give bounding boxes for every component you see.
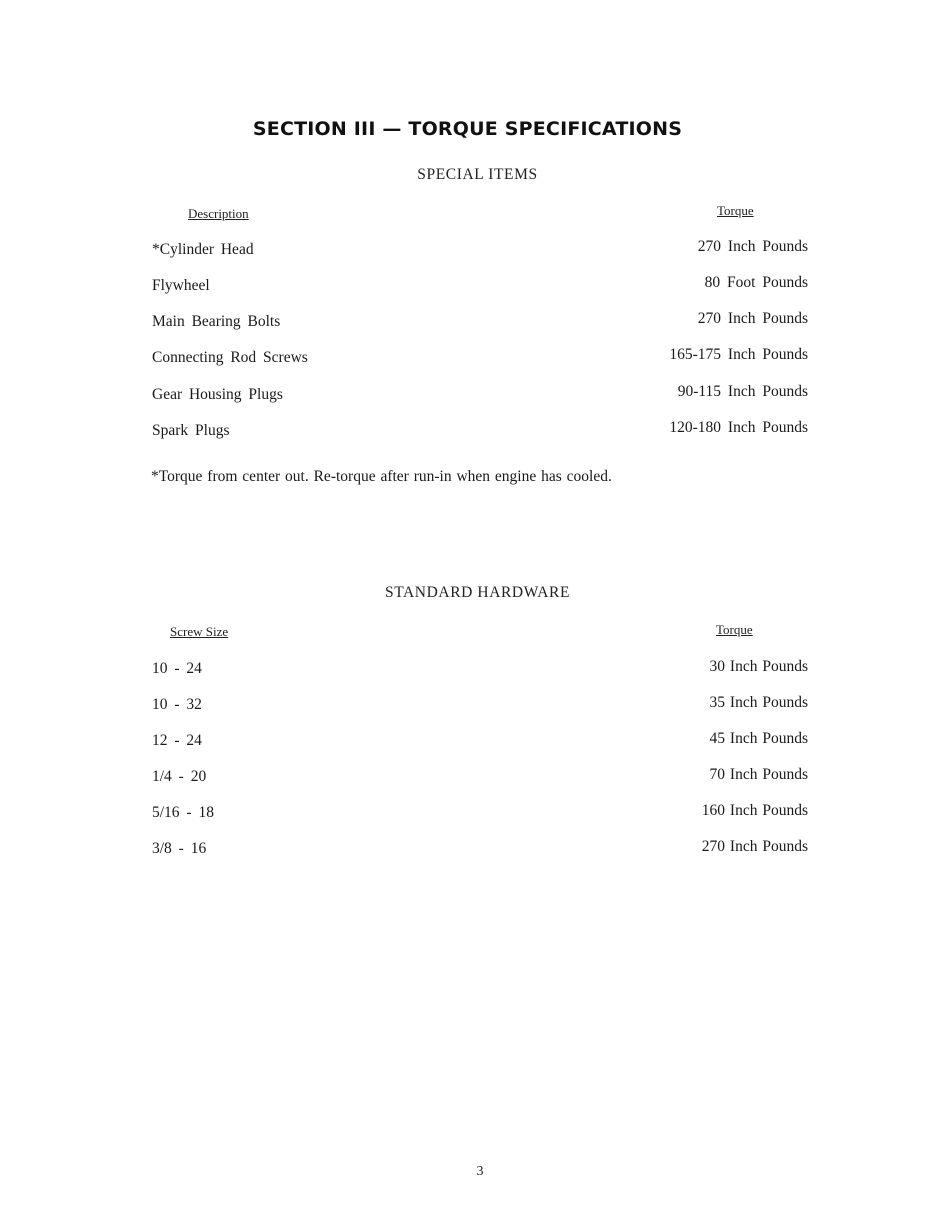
screw-size: 3/8 - 16 xyxy=(152,840,207,857)
table-row xyxy=(152,660,808,682)
torque-column-header: Torque xyxy=(716,622,753,637)
table-row xyxy=(152,274,808,299)
screw-torque: 30 Inch Pounds xyxy=(709,658,808,675)
description-column-header: Description xyxy=(188,206,249,221)
table-row xyxy=(152,346,808,371)
table-row xyxy=(152,419,808,444)
screw-torque: 35 Inch Pounds xyxy=(709,694,808,711)
standard-hardware-heading: STANDARD HARDWARE xyxy=(384,584,571,601)
screw-size: 5/16 - 18 xyxy=(152,804,214,821)
screw-torque: 270 Inch Pounds xyxy=(701,838,808,855)
item-torque: 270 Inch Pounds xyxy=(697,310,808,327)
item-torque: 270 Inch Pounds xyxy=(697,238,808,255)
torque-column-header: Torque xyxy=(717,203,754,218)
torque-footnote: *Torque from center out. Re-torque after run-in when engine has cooled. xyxy=(151,468,612,485)
table-row xyxy=(152,840,808,862)
screw-size: 12 - 24 xyxy=(152,732,202,749)
screw-torque: 70 Inch Pounds xyxy=(709,766,808,783)
item-torque: 165-175 Inch Pounds xyxy=(669,346,808,363)
item-torque: 90-115 Inch Pounds xyxy=(677,383,808,400)
item-torque: 120-180 Inch Pounds xyxy=(669,419,808,436)
table-row xyxy=(152,768,808,790)
item-description: Flywheel xyxy=(152,277,210,294)
screw-torque: 45 Inch Pounds xyxy=(709,730,808,747)
item-torque: 80 Foot Pounds xyxy=(704,274,808,291)
table-row xyxy=(152,696,808,718)
item-description: Gear Housing Plugs xyxy=(152,386,283,403)
table-row xyxy=(152,238,808,263)
table-row xyxy=(152,732,808,754)
screw-torque: 160 Inch Pounds xyxy=(701,802,808,819)
special-items-heading: SPECIAL ITEMS xyxy=(417,166,538,183)
page-title: SECTION III — TORQUE SPECIFICATIONS xyxy=(252,118,683,140)
item-description: Connecting Rod Screws xyxy=(152,349,308,366)
screw-size-column-header: Screw Size xyxy=(170,624,229,639)
table-row xyxy=(152,310,808,335)
item-description: *Cylinder Head xyxy=(152,241,254,258)
table-row xyxy=(152,383,808,408)
page-number: 3 xyxy=(476,1164,484,1179)
item-description: Main Bearing Bolts xyxy=(152,313,281,330)
screw-size: 1/4 - 20 xyxy=(152,768,207,785)
item-description: Spark Plugs xyxy=(152,422,230,439)
screw-size: 10 - 24 xyxy=(152,660,202,677)
screw-size: 10 - 32 xyxy=(152,696,202,713)
table-row xyxy=(152,804,808,826)
